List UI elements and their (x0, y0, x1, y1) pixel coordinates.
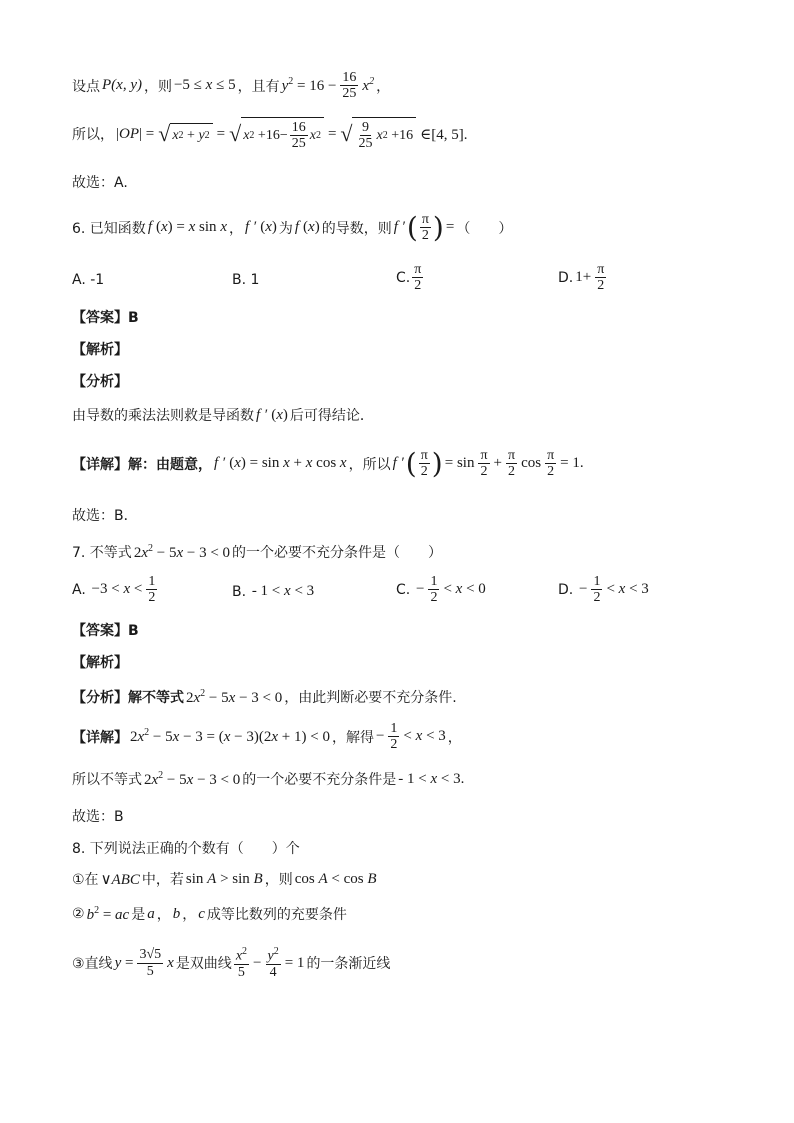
q6-option-b: B. 1 (232, 272, 260, 288)
choose-7: 故选：B (72, 809, 124, 825)
derivation-line-1: 设点 P(x, y) ，则 −5 ≤ x ≤ 5 ，且有 $y^2 = 16$ − $\frac{16}{25}$ $x^2$ ， (72, 70, 391, 102)
analysis-6: 【解析】 (72, 342, 128, 358)
detail-7: 【详解】 $2x^2 - 5x - 3 = (x - 3)(2x + 1) < 0$ ，解得 − $\frac{1}{2}$ < x < 3 ， (72, 721, 462, 753)
breakdown-6: 【分析】 (72, 374, 128, 390)
breakdown-7: 【分析】解不等式 $2x^2 - 5x - 3 < 0$ ，由此判断必要不充分条件. (72, 687, 457, 706)
conclusion-7: 所以不等式 $2x^2 - 5x - 3 < 0$ 的一个必要不充分条件是 - 1 < x < 3. (72, 769, 465, 788)
statement-2: ② $b^2$ = ac 是 a ， b ， c 成等比数列的充要条件 (72, 904, 347, 923)
q6-option-c: C. $\frac{\pi}{2}$ (396, 262, 422, 294)
choose-6: 故选：B． (72, 508, 138, 524)
statement-1: ①在 ∨ABC 中，若 sin A > sin B ，则 cos A < cos B (72, 870, 377, 888)
question-6: 6. 已知函数 f (x) = x sin x ， f ′ (x) 为 f (x) 的导数，则 f ′ ( $\frac{\pi}{2}$ ) = （ ） (72, 210, 513, 244)
q7-option-c: C. − $\frac{1}{2}$ < x < 0 (396, 574, 486, 606)
q6-option-d: D. 1+ $\frac{\pi}{2}$ (558, 262, 605, 294)
question-8: 8. 下列说法正确的个数有（ ）个 (72, 841, 300, 857)
math-ellipse-eq: $y^2 = 16$ − (281, 76, 337, 95)
q7-option-a: A. −3 < x < $\frac{1}{2}$ (72, 574, 156, 606)
question-7: 7. 不等式 $2x^2 - 5x - 3 < 0$ 的一个必要不充分条件是（ ） (72, 542, 443, 561)
detail-6: 【详解】解：由题意， f ′ (x) = sin x + x cos x ，所以 f ′ ( $\frac{\pi}{2}$ ) = sin $\frac{\pi}{2}$ + $\frac{\pi}{2}$ cos $\frac{\pi}{2}$ = 1. (72, 446, 584, 480)
breakdown-6-text: 由导数的乘法法则救是导函数 f ′ (x) 后可得结论． (72, 406, 374, 424)
q7-option-d: D. − $\frac{1}{2}$ < x < 3 (558, 574, 649, 606)
statement-3: ③直线 y = $\frac{3√5}{5}$ x 是双曲线 $\frac{x^2}{5}$ − $\frac{y^2}{4}$ = 1 的一条渐近线 (72, 946, 391, 981)
derivation-line-2: 所以， |OP| = √ x 2 + y 2 = √ x 2 +16− $\frac{16}{25}$ x 2 = √ $\frac{9}{25}$ x 2 +16 ∈[4, 5]. (72, 117, 469, 152)
answer-7: 【答案】B (72, 623, 139, 639)
q6-option-a: A. -1 (72, 272, 105, 288)
analysis-7: 【解析】 (72, 655, 128, 671)
math-x-range: −5 ≤ x ≤ 5 (173, 77, 236, 94)
math-point-p: P(x, y) (102, 77, 142, 94)
answer-6: 【答案】B (72, 310, 139, 326)
answer-line-5: 故选：A. (72, 175, 128, 191)
q7-option-b: B. - 1 < x < 3 (232, 583, 315, 600)
math-op-abs: |OP| = (116, 125, 155, 142)
